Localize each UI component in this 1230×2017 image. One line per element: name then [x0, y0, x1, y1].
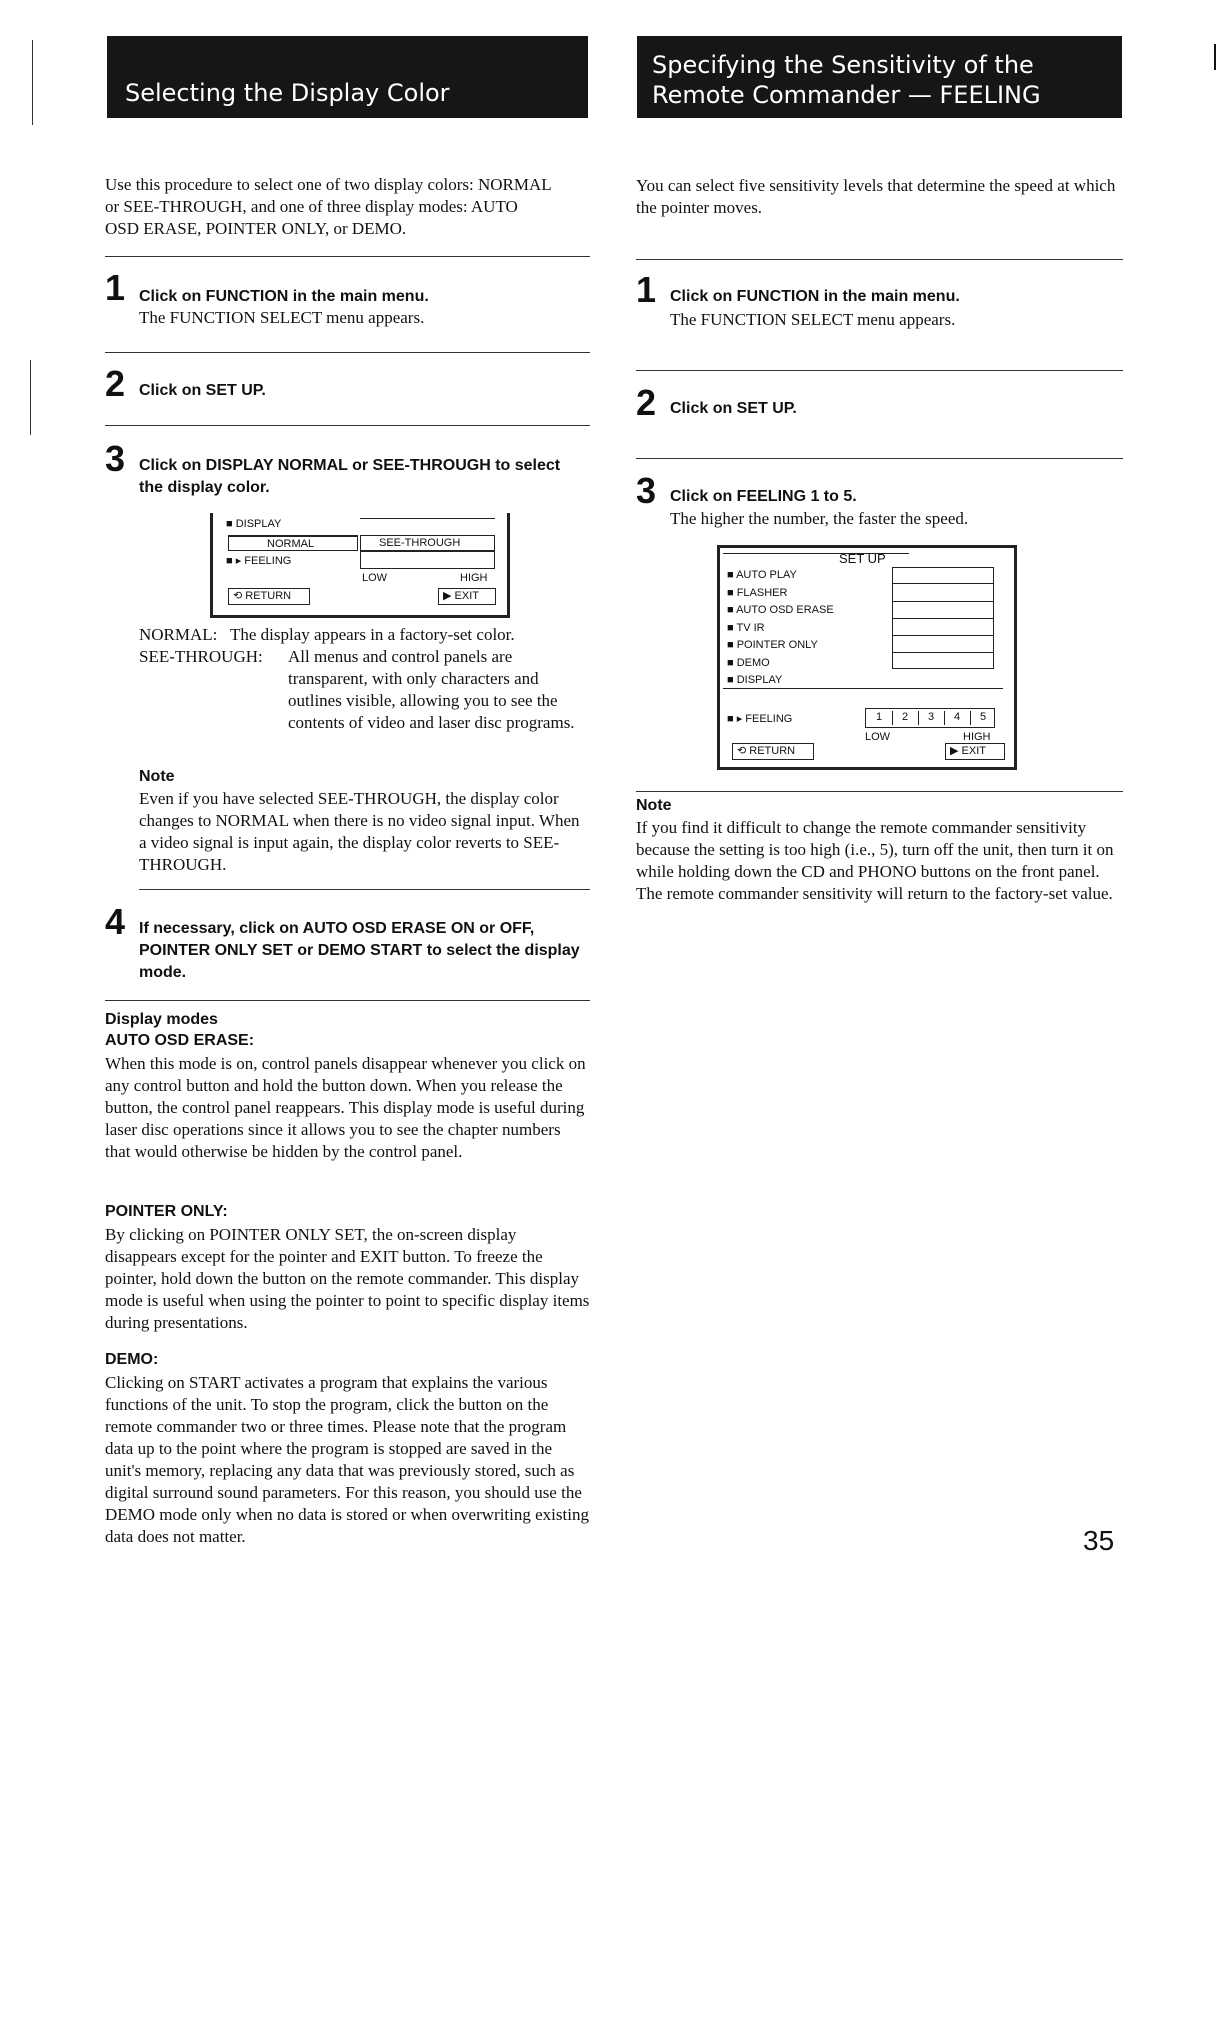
step-title: Click on FEELING 1 to 5. [670, 488, 857, 505]
divider [105, 352, 590, 353]
step-number: 4 [105, 901, 126, 942]
exit-button: ▶ EXIT [945, 743, 1005, 760]
menu-item: ■ DISPLAY [727, 674, 783, 686]
step-body: The FUNCTION SELECT menu appears. [139, 308, 425, 327]
menu-item: ■ FLASHER [727, 586, 788, 599]
see-through-description: All menus and control panels are transparent, with only characters and outlines visible, allowing you to see the contents of video and laser disc programs. [288, 647, 575, 732]
section-banner-display-color [107, 36, 588, 118]
step-number: 1 [636, 269, 657, 310]
margin-mark [32, 40, 33, 125]
demo-heading: DEMO: [105, 1351, 159, 1368]
step-title: Click on SET UP. [139, 382, 266, 399]
menu-item-feeling: ■ ▸ FEELING [226, 555, 292, 567]
feeling-level-3: 3 [918, 711, 945, 725]
see-through-option: SEE-THROUGH [360, 535, 495, 551]
divider [636, 370, 1123, 371]
step-title: If necessary, click on AUTO OSD ERASE ON or OFF, POINTER ONLY SET or DEMO START to select the display mode. [139, 920, 580, 981]
note-text: Even if you have selected SEE-THROUGH, the display color changes to NORMAL when there is no video signal input. When a video signal is input again, the display color reverts to SEE-THROUGH. [139, 789, 580, 874]
step-title: Click on FUNCTION in the main menu. [139, 288, 429, 305]
normal-option: NORMAL [228, 535, 358, 551]
feeling-level-selector [865, 708, 995, 728]
exit-arrow-icon: ▶ [950, 745, 962, 757]
intro-paragraph: You can select five sensitivity levels that determine the speed at which the pointer moves. [636, 176, 1116, 217]
pointer-only-heading: POINTER ONLY: [105, 1203, 228, 1220]
feeling-level-1: 1 [866, 711, 893, 725]
level-high-label: HIGH [963, 731, 991, 743]
step-body: The higher the number, the faster the speed. [670, 509, 969, 528]
divider [105, 1000, 590, 1001]
section-title: Selecting the Display Color [125, 79, 450, 107]
note-text: If you find it difficult to change the remote commander sensitivity because the setting is too high (i.e., 5), turn off the unit, then turn it on while holding down the CD and PHONO buttons on the front panel. The remote commander sensitivity will return to the factory-set value. [636, 818, 1114, 903]
feeling-slider [360, 551, 495, 569]
step-number: 3 [105, 438, 126, 479]
step-body: The FUNCTION SELECT menu appears. [670, 310, 956, 329]
demo-text: Clicking on START activates a program that explains the various functions of the unit. To stop the program, click the button on the remote commander two or three times. Please note that the program data up to the point where the program is stopped are saved in the unit's memory, replacing any data that was previously stored, such as digital surround sound parameters. For this reason, you should use the DEMO mode only when no data is stored or when overwriting existing data does not matter. [105, 1373, 589, 1546]
normal-description: The display appears in a factory-set color. [230, 625, 515, 644]
feeling-level-5: 5 [979, 711, 987, 723]
normal-term: NORMAL: [139, 625, 218, 644]
step-number: 2 [105, 363, 126, 404]
return-button: ⟲ RETURN [228, 588, 310, 605]
divider [636, 259, 1123, 260]
step-title: Click on DISPLAY NORMAL or SEE-THROUGH to select the display color. [139, 457, 561, 496]
exit-button: ▶ EXIT [438, 588, 496, 605]
return-button: ⟲ RETURN [732, 743, 814, 760]
step-number: 3 [636, 470, 657, 511]
exit-arrow-icon: ▶ [443, 590, 455, 602]
step-number: 1 [105, 267, 126, 308]
step-number: 2 [636, 382, 657, 423]
step-title: Click on SET UP. [670, 400, 797, 417]
auto-osd-erase-text: When this mode is on, control panels disappear whenever you click on any control button and hold the button down. When you release the button, the control panel reappears. This display mode is useful during laser disc operations since it allows you to see the chapter numbers that would otherwise be hidden by the control panel. [105, 1054, 586, 1161]
level-low-label: LOW [865, 731, 891, 743]
return-icon: ⟲ [737, 745, 750, 757]
see-through-term: SEE-THROUGH: [139, 647, 263, 666]
return-icon: ⟲ [233, 590, 246, 602]
menu-item-display: ■ DISPLAY [226, 518, 282, 530]
menu-item: ■ TV IR [727, 621, 765, 634]
note-heading: Note [636, 797, 672, 814]
page-number: 35 [1083, 1525, 1115, 1556]
intro-paragraph: Use this procedure to select one of two display colors: NORMAL or SEE-THROUGH, and one of three display modes: AUTO OSD ERASE, POINTER ONLY, or DEMO. [105, 175, 552, 238]
menu-item: ■ AUTO OSD ERASE [727, 604, 834, 616]
setup-menu-illustration [717, 545, 1017, 770]
divider [105, 425, 590, 426]
menu-item: ■ POINTER ONLY [727, 639, 818, 651]
section-title-line1: Specifying the Sensitivity of the [652, 51, 1034, 79]
section-title-line2: Remote Commander — FEELING [652, 81, 1041, 109]
step-title: Click on FUNCTION in the main menu. [670, 288, 960, 305]
divider [636, 458, 1123, 459]
margin-mark [30, 360, 31, 435]
section-banner-feeling [637, 36, 1122, 118]
slider-high-label: HIGH [460, 572, 488, 584]
feeling-level-2: 2 [892, 711, 919, 725]
display-modes-heading: Display modes [105, 1011, 218, 1028]
note-heading: Note [139, 768, 175, 785]
pointer-only-text: By clicking on POINTER ONLY SET, the on-screen display disappears except for the pointer and EXIT button. To freeze the pointer, hold down the button on the remote commander. This display mode is useful when using the pointer to point to specific display items during presentations. [105, 1225, 590, 1332]
display-menu-illustration [210, 513, 510, 618]
auto-osd-erase-heading: AUTO OSD ERASE: [105, 1032, 255, 1049]
divider [105, 256, 590, 257]
menu-item: ■ AUTO PLAY [727, 569, 797, 581]
margin-mark [1214, 44, 1216, 70]
menu-item: ■ DEMO [727, 656, 770, 669]
menu-title: SET UP [839, 551, 886, 566]
menu-item-feeling: ■ ▸ FEELING [727, 713, 793, 725]
divider [636, 791, 1123, 792]
feeling-level-4: 4 [944, 711, 971, 725]
slider-low-label: LOW [362, 572, 388, 584]
divider [139, 889, 590, 890]
